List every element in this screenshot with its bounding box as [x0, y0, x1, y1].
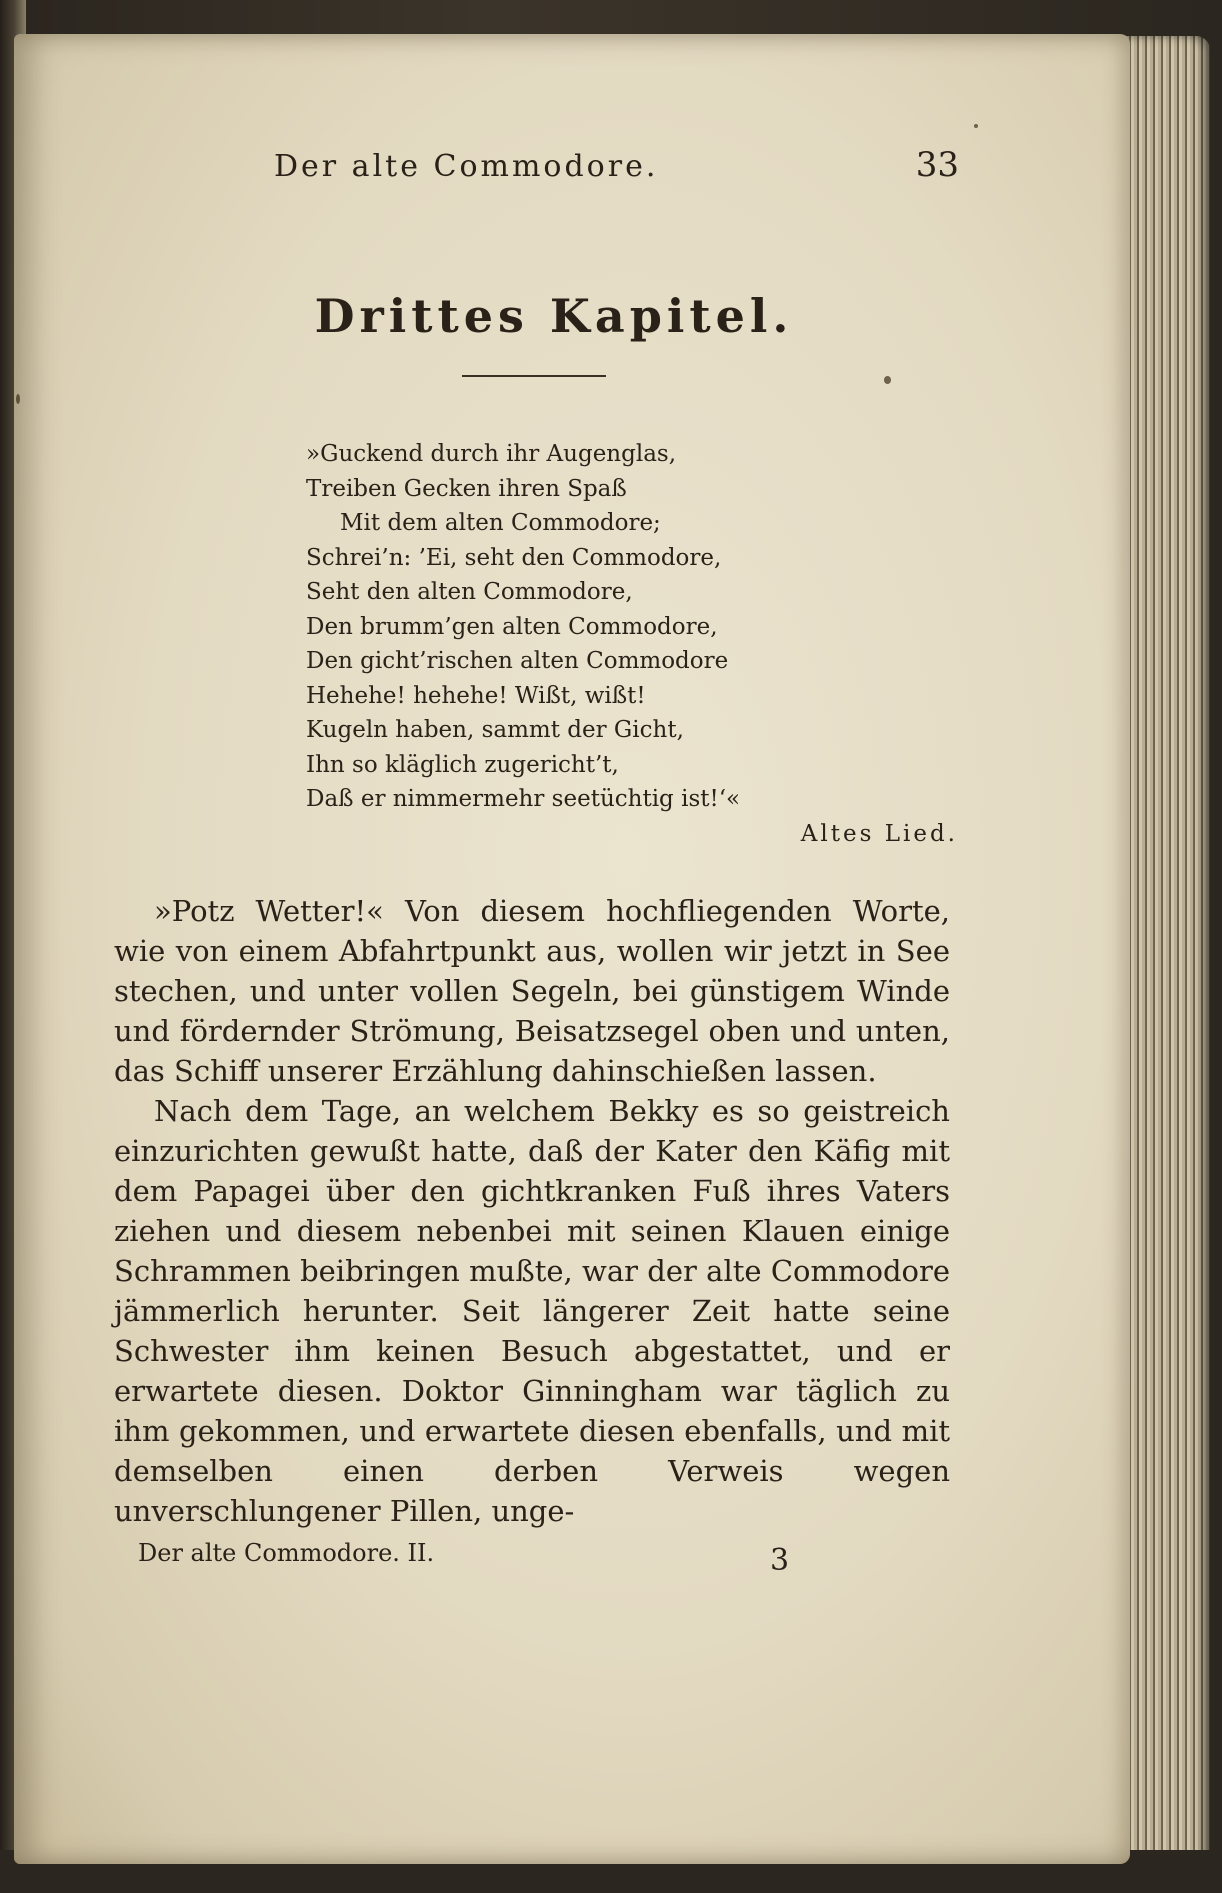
epigraph [306, 437, 958, 851]
printed-page [14, 34, 1130, 1864]
epigraph-line: Daß er nimmermehr seetüchtig ist!‘« [306, 786, 741, 812]
epigraph-source: Altes Lied. [800, 820, 958, 847]
paragraph: »Potz Wetter!« Von diesem hochfliegenden Worte, wie von einem Abfahrtpunkt aus, wollen wir jetzt in See stechen, und unter vollen Segeln, bei günstigem Winde und fördernder Strömung, Beisatzsegel oben und unten, das Schiff unserer Erzählung dahinschießen lassen. [114, 894, 950, 1088]
signature-line: Der alte Commodore. II. [138, 1539, 435, 1567]
body-text [114, 891, 950, 1531]
epigraph-line: Schrei’n: ’Ei, seht den Commodore, [306, 544, 722, 571]
epigraph-line: Seht den alten Commodore, [306, 579, 633, 605]
paragraph: Nach dem Tage, an welchem Bekky es so geistreich einzurichten gewußt hatte, daß der Kater den Käfig mit dem Papagei über den gichtkranken Fuß ihres Vaters ziehen und diesem nebenbei mit seinen Klauen einige Schrammen beibringen mußte, war der alte Commodore jämmerlich herunter. Seit längerer Zeit hatte seine Schwester ihm keinen Besuch abgestattet, und er erwartete diesen. Doktor Ginningham war täglich zu ihm gekommen, und erwartete diesen ebenfalls, und mit demselben einen derben Verweis wegen unverschlungener Pillen, unge- [114, 1094, 950, 1528]
page-text [114, 145, 959, 1579]
epigraph-line: Den brumm’gen alten Commodore, [306, 613, 718, 640]
epigraph-line: Ihn so kläglich zugericht’t, [306, 751, 619, 778]
page-footer [114, 1539, 954, 1579]
chapter-rule [462, 375, 606, 377]
ink-spot [16, 394, 20, 404]
ink-spot [974, 124, 978, 128]
epigraph-line: »Guckend durch ihr Augenglas, [306, 441, 677, 467]
epigraph-line: Kugeln haben, sammt der Gicht, [306, 717, 684, 743]
chapter-title: Drittes Kapitel. [314, 289, 794, 343]
epigraph-line: Treiben Gecken ihren Spaß [306, 475, 627, 502]
epigraph-line: Den gicht’rischen alten Commodore [306, 648, 729, 674]
page-number: 33 [915, 145, 959, 185]
epigraph-line: Hehehe! hehehe! Wißt, wißt! [306, 682, 646, 709]
page-edges [1118, 36, 1210, 1876]
sheet-number: 3 [770, 1543, 790, 1578]
running-title: Der alte Commodore. [274, 149, 659, 184]
page-header [114, 145, 959, 205]
epigraph-line: Mit dem alten Commodore; [340, 510, 661, 536]
